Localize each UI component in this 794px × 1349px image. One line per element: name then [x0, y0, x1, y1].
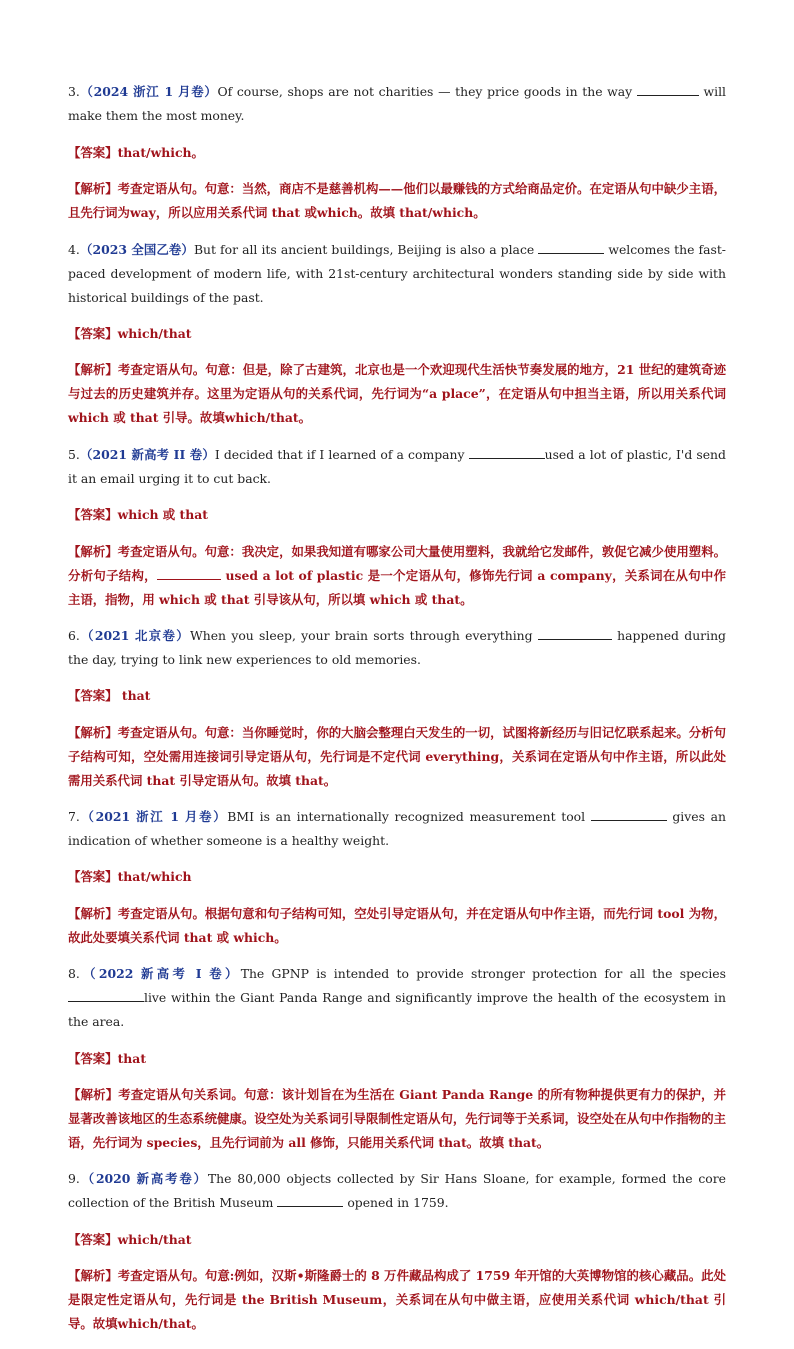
question-9: [68, 1167, 726, 1336]
answer-text: which 或 that: [117, 507, 208, 523]
question-text: [68, 1167, 726, 1215]
answer-blank: [591, 810, 667, 821]
document-page: [68, 68, 726, 1349]
question-3: [68, 80, 726, 225]
explanation-tag: 【解析】: [68, 724, 118, 740]
question-source: （2021 北京卷）: [79, 627, 190, 643]
answer-text: which/that: [117, 1231, 192, 1247]
question-8: [68, 962, 726, 1155]
question-source: （2021 新高考 II 卷）: [79, 446, 215, 462]
question-text: [68, 624, 726, 672]
question-text-after: happened during the day, trying to link new experiences to old memories.: [68, 627, 726, 667]
question-number: 9.: [68, 1171, 80, 1187]
question-number: 4.: [68, 241, 80, 257]
explanation-text: 考查定语从句。句意:例如，汉斯•斯隆爵士的 8 万件藏品构成了 1759 年开馆的大英博物馆的核心藏品。此处是限定性定语从句，先行词是 the British Museum，关系词在从句中做主语，应使用关系代词 which/that 引导。故填which/that。: [68, 1268, 727, 1332]
explanation-text: 考查定语从句关系词。句意：该计划旨在为生活在 Giant Panda Range 的所有物种提供更有力的保护，并显著改善该地区的生态系统健康。设空处为关系词引导限制性定语从句，先行词等于关系词，设空处在从句中作指物的主语，先行词为 species，且先行词前为 all 修饰，只能用关系代词 that。故填 that。: [68, 1087, 727, 1151]
question-text-before: But for all its ancient buildings, Beijing is also a place: [193, 241, 539, 257]
question-text: [68, 238, 726, 310]
question-source: （2024 浙江 1 月卷）: [79, 84, 218, 100]
answer-blank: [277, 1196, 343, 1207]
question-text-after: used a lot of plastic, I'd send it an email urging it to cut back.: [68, 446, 726, 486]
answer-blank: [538, 243, 604, 254]
explanation: [68, 902, 726, 950]
question-text-before: The GPNP is intended to provide stronger protection for all the species: [240, 966, 726, 982]
question-source: （2020 新高考卷）: [79, 1171, 208, 1187]
explanation-tag: 【解析】: [68, 181, 118, 197]
explanation-tag: 【解析】: [68, 905, 118, 921]
answer-line: [68, 322, 726, 346]
question-4: [68, 238, 726, 431]
question-number: 6.: [68, 627, 80, 643]
answer-blank: [469, 448, 545, 459]
explanation: [68, 540, 726, 612]
question-text-after: live within the Giant Panda Range and significantly improve the health of the ecosystem in the area.: [68, 990, 726, 1030]
answer-line: [68, 1228, 726, 1252]
question-number: 7.: [68, 809, 80, 825]
explanation: [68, 1083, 726, 1155]
question-text-before: When you sleep, your brain sorts through everything: [190, 627, 538, 643]
answer-blank: [538, 629, 612, 640]
answer-line: [68, 1047, 726, 1071]
answer-tag: 【答案】: [68, 1231, 118, 1247]
question-text-before: BMI is an internationally recognized measurement tool: [227, 809, 591, 825]
explanation: [68, 177, 726, 225]
question-number: 3.: [68, 84, 80, 100]
question-text: [68, 443, 726, 491]
question-text-after: will make them the most money.: [68, 84, 726, 124]
question-text-after: welcomes the fast-paced development of modern life, with 21st-century architectural wonders standing side by side with historical buildings of the past.: [68, 241, 726, 305]
question-7: [68, 805, 726, 950]
question-text-after: gives an indication of whether someone is a healthy weight.: [68, 809, 726, 849]
explanation: [68, 1264, 726, 1336]
question-text-before: I decided that if I learned of a company: [214, 446, 469, 462]
explanation-text-part1: 考查定语从句。句意：我决定，如果我知道有哪家公司大量使用塑料，我就给它发邮件，敦促它减少使用塑料。分析句子结构，: [68, 543, 727, 583]
explanation-tag: 【解析】: [68, 362, 118, 378]
answer-line: [68, 865, 726, 889]
explanation-tag: 【解析】: [68, 543, 118, 559]
explanation: [68, 358, 726, 430]
answer-text: that: [117, 1050, 147, 1066]
question-text-after: opened in 1759.: [343, 1195, 449, 1211]
answer-line: [68, 684, 726, 708]
answer-blank: [68, 991, 144, 1002]
explanation-text: 考查定语从句。句意：但是，除了古建筑，北京也是一个欢迎现代生活快节奏发展的地方，21 世纪的建筑奇迹与过去的历史建筑并存。这里为定语从句的关系代词，先行词为“a place”，在定语从句中担当主语，所以用关系代词which 或 that 引导。故填which/that。: [68, 362, 726, 426]
answer-line: [68, 141, 726, 165]
question-6: [68, 624, 726, 793]
question-text-before: The 80,000 objects collected by Sir Hans Sloane, for example, formed the core collection of the British Museum: [68, 1171, 726, 1211]
answer-tag: 【答案】: [68, 507, 118, 523]
explanation-tag: 【解析】: [68, 1087, 119, 1103]
answer-text: that: [117, 688, 151, 704]
answer-text: which/that: [117, 325, 192, 341]
question-number: 8.: [68, 966, 80, 982]
explanation-text: 考查定语从句。根据句意和句子结构可知，空处引导定语从句，并在定语从句中作主语，而先行词 tool 为物，故此处要填关系代词 that 或 which。: [68, 905, 727, 945]
question-number: 5.: [68, 446, 80, 462]
explanation-text: 考查定语从句。句意：当你睡觉时，你的大脑会整理白天发生的一切，试图将新经历与旧记忆联系起来。分析句子结构可知，空处需用连接词引导定语从句，先行词是不定代词 everything，关系词在定语从句中作主语，所以此处需用关系代词 that 引导定语从句。故填 that。: [68, 724, 727, 788]
question-text: [68, 962, 726, 1034]
explanation-text: 考查定语从句。句意：当然，商店不是慈善机构——他们以最赚钱的方式给商品定价。在定语从句中缺少主语，且先行词为way，所以应用关系代词 that 或which。故填 that/which。: [68, 181, 727, 221]
question-source: （2022 新高考 I 卷）: [79, 966, 241, 982]
answer-tag: 【答案】: [68, 869, 118, 885]
explanation-blank: [157, 569, 221, 580]
explanation-text-part2: used a lot of plastic 是一个定语从句，修饰先行词 a company，关系词在从句中作主语，指物，用 which 或 that 引导该从句，所以填 which 或 that。: [68, 567, 727, 607]
answer-tag: 【答案】: [68, 1050, 118, 1066]
answer-tag: 【答案】: [68, 688, 118, 704]
explanation: [68, 721, 726, 793]
answer-blank: [637, 85, 699, 96]
question-source: （2023 全国乙卷）: [79, 241, 194, 257]
answer-tag: 【答案】: [68, 144, 118, 160]
answer-text: that/which。: [117, 144, 204, 160]
question-text: [68, 805, 726, 853]
answer-line: [68, 503, 726, 527]
answer-text: that/which: [117, 869, 192, 885]
question-5: [68, 443, 726, 612]
explanation-tag: 【解析】: [68, 1268, 118, 1284]
question-text: [68, 80, 726, 128]
question-text-before: Of course, shops are not charities — they price goods in the way: [217, 84, 637, 100]
answer-tag: 【答案】: [68, 325, 118, 341]
question-source: （2021 浙江 1 月卷）: [79, 809, 228, 825]
